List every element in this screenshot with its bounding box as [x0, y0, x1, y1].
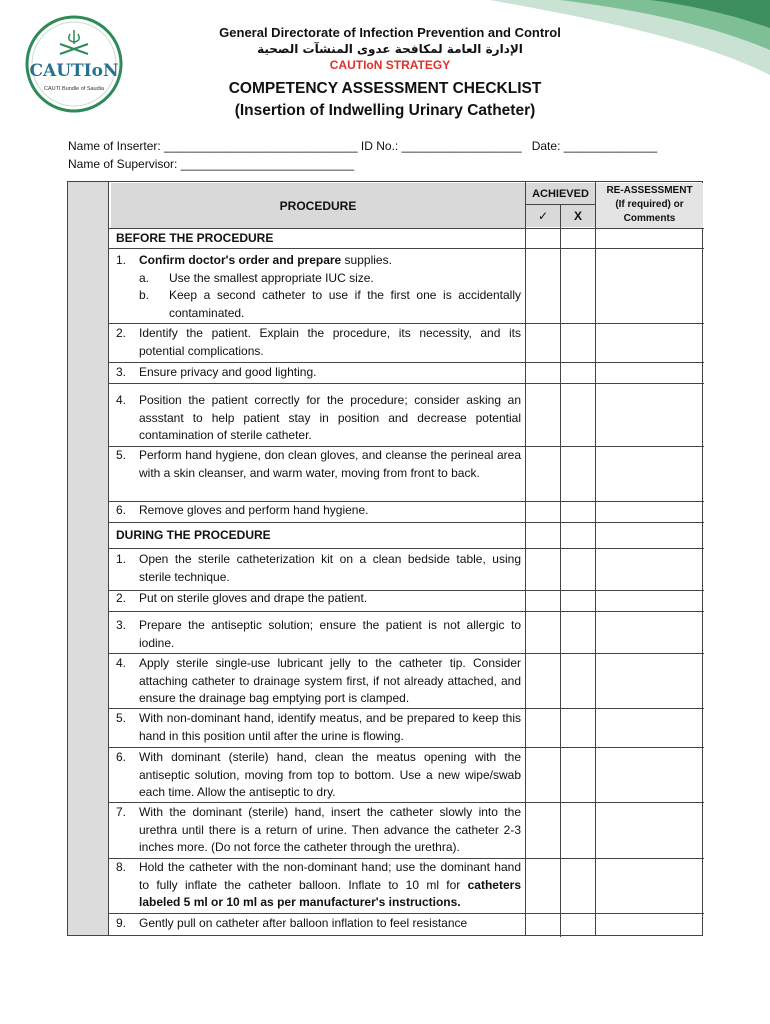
left-margin-column [68, 182, 109, 935]
during-item-9: 9. Gently pull on catheter after balloon inflation to feel resistance [116, 916, 468, 930]
before-item-2: 2. Identify the patient. Explain the procedure, its necessity, and its potential complications. [116, 326, 521, 358]
inserter-field[interactable]: Name of Inserter: _____________________________ ID No.: __________________ Date: ______________ [68, 139, 658, 153]
during-item-3: 3. Prepare the antiseptic solution; ensure the patient is not allergic to iodine. [116, 618, 521, 650]
before-item-4: 4. Position the patient correctly for the procedure; consider asking an assstant to help patient stay in position and decrease potential contamination of sterile catheter. [116, 393, 521, 442]
org-name-ar: الإدارة العامة لمكافحة عدوى المنشآت الصحية [257, 42, 523, 56]
checklist-table [67, 181, 703, 936]
before-item-5: 5. Perform hand hygiene, don clean gloves, and cleanse the perineal area with a skin cleanser, and warm water, moving from front to back. [116, 448, 521, 480]
during-item-5: 5. With non-dominant hand, identify meatus, and be prepared to keep this hand in this position until after the urine is flowing. [116, 711, 521, 743]
supervisor-field[interactable]: Name of Supervisor: __________________________ [68, 157, 355, 171]
during-item-4: 4. Apply sterile single-use lubricant jelly to the catheter tip. Consider attaching catheter to drainage system first, if not already attached, and ensure the drainage bag emptying port is clamped. [116, 656, 521, 705]
during-item-2: 2. Put on sterile gloves and drape the patient. [116, 591, 368, 605]
page-subtitle: (Insertion of Indwelling Urinary Catheter) [234, 102, 536, 119]
strategy-label: CAUTIoN STRATEGY [329, 58, 451, 72]
caution-logo [24, 14, 124, 114]
procedure-header: PROCEDURE [111, 183, 525, 228]
before-item-3: 3. Ensure privacy and good lighting. [116, 365, 317, 379]
page-title: COMPETENCY ASSESSMENT CHECKLIST [228, 80, 542, 97]
reassessment-header [596, 183, 703, 229]
reassessment-sub2: Comments [623, 213, 676, 224]
during-item-8: 8. Hold the catheter with the non-dominant hand; use the dominant hand to fully inflate the catheter balloon. Inflate to 10 ml for catheters labeled 5 ml or 10 ml as per manufacturer's instructions. [116, 860, 521, 909]
achieved-header: ACHIEVED [526, 183, 595, 204]
org-name-en: General Directorate of Infection Prevention and Control [219, 25, 561, 40]
section-during: DURING THE PROCEDURE [116, 528, 271, 542]
section-before: BEFORE THE PROCEDURE [116, 231, 274, 245]
during-item-7: 7. With the dominant (sterile) hand, insert the catheter slowly into the urethra until there is a return of urine. Then advance the catheter 2-3 inches more. (Do not force the catheter through the urethra). [116, 805, 521, 854]
x-column-header: X [561, 205, 595, 227]
svg-text:CAUTIoN: CAUTIoN [29, 61, 119, 81]
before-item-1: 1. Confirm doctor's order and prepare supplies. a. Use the smallest appropriate IUC size. b. Keep a second catheter to use if the first one is accidentally contaminated. [116, 253, 521, 320]
svg-text:CAUTI Bundle of Saudia: CAUTI Bundle of Saudia [44, 86, 104, 92]
during-item-6: 6. With dominant (sterile) hand, clean the meatus opening with the antiseptic solution, moving from top to bottom. Use a new wipe/swab each time. Allow the antiseptic to dry. [116, 750, 521, 799]
reassessment-sub1: (If required) or [615, 199, 684, 210]
reassessment-title: RE-ASSESSMENT [606, 185, 693, 196]
checkmark-icon: ✓ [526, 205, 560, 227]
before-item-6: 6. Remove gloves and perform hand hygiene. [116, 503, 369, 517]
during-item-1: 1. Open the sterile catheterization kit on a clean bedside table, using sterile technique. [116, 552, 521, 584]
